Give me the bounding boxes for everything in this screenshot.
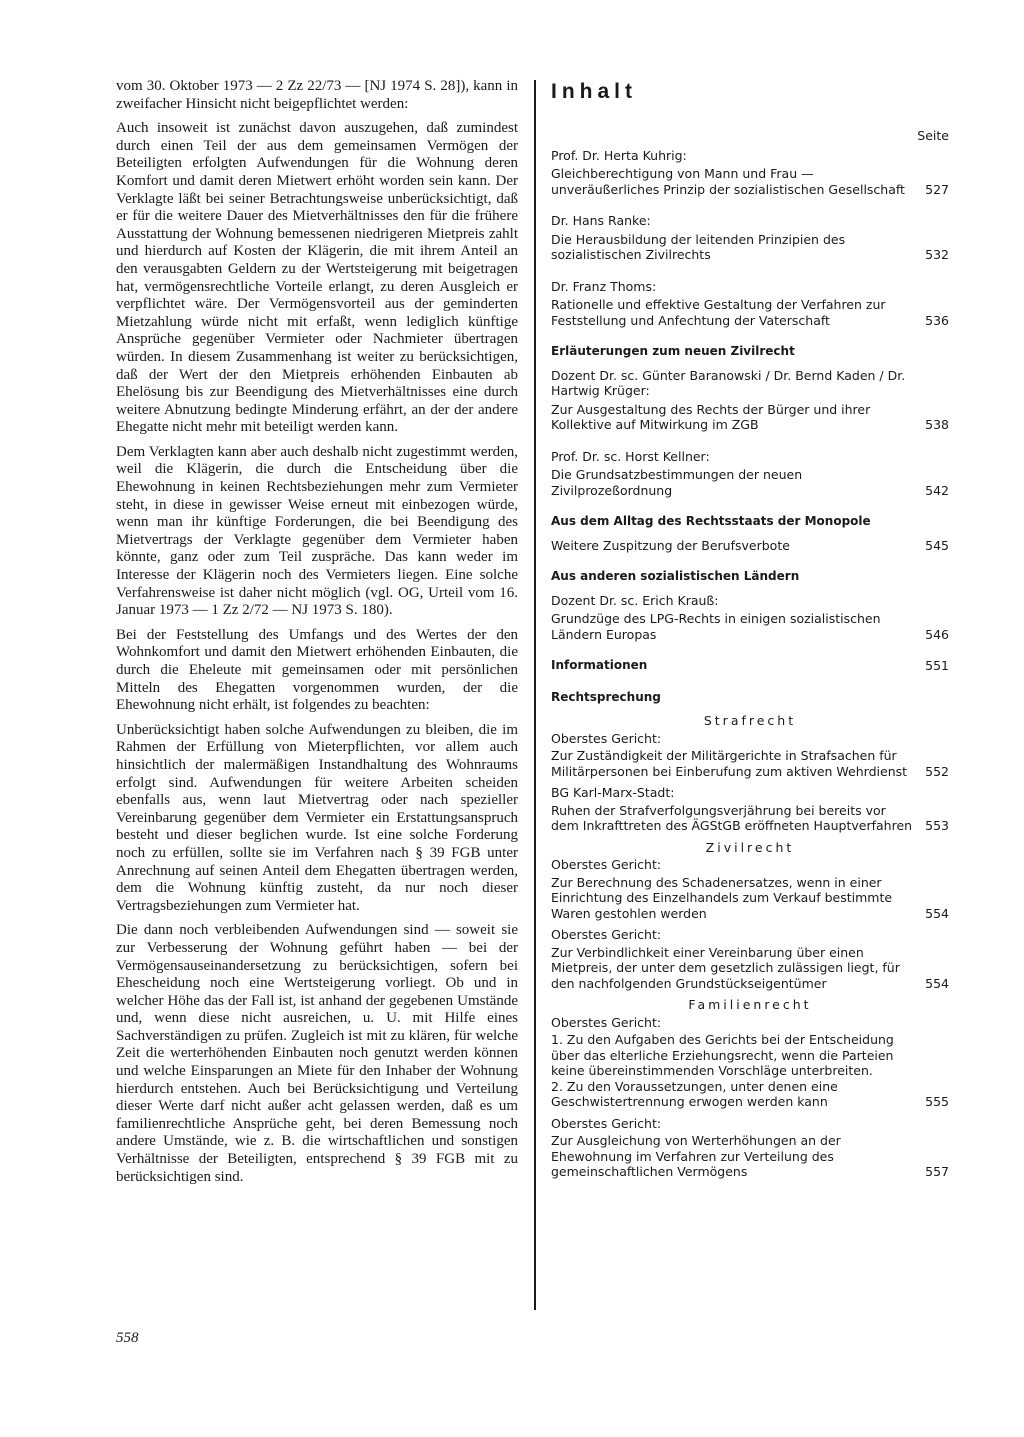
toc-court: Oberstes Gericht: — [551, 927, 662, 942]
toc-entry — [551, 449, 949, 499]
toc-entry-title: Zur Zuständigkeit der Militärgerichte in Strafsachen für Militärpersonen bei Einberufung zum aktiven Wehrdienst — [551, 748, 908, 779]
toc-entry-title: Zur Verbindlichkeit einer Vereinbarung über einen Mietpreis, der unter dem gesetzlich zulässigen liegt, für den nachfolgenden Grundstückseigentümer — [551, 944, 900, 991]
toc-page: 527 — [925, 181, 949, 197]
toc-entry — [551, 279, 949, 329]
toc-entry-title: Ruhen der Strafverfolgungsverjährung bei bereits vor dem Inkrafttreten des ÄGStGB eröffneten Hauptverfahren — [551, 802, 913, 833]
toc-court: Oberstes Gericht: — [551, 730, 662, 746]
toc-entry-title: Zur Berechnung des Schadenersatzes, wenn in einer Einrichtung des Einzelhandels zum Verkauf bestimmte Waren gestohlen werden — [551, 874, 893, 921]
toc-entry — [551, 1116, 949, 1180]
seite-label: Seite — [917, 128, 949, 143]
toc-entry-title: Rationelle und effektive Gestaltung der Verfahren zur Feststellung und Anfechtung der Vaterschaft — [551, 297, 886, 328]
toc-entry-title: Die Grundsatzbestimmungen der neuen Zivilprozeßordnung — [551, 467, 803, 498]
toc-page: 545 — [925, 537, 949, 553]
toc-entry — [551, 368, 949, 433]
toc-entry — [551, 785, 949, 834]
toc-entry — [551, 731, 949, 780]
section-heading: Aus anderen sozialistischen Ländern — [551, 569, 800, 583]
section-heading: Erläuterungen zum neuen Zivilrecht — [551, 344, 795, 358]
toc-title: Inhalt — [551, 80, 637, 103]
toc-page: 554 — [925, 975, 949, 991]
toc-page: 551 — [925, 658, 949, 673]
toc-entry — [551, 538, 949, 554]
section-heading: Aus dem Alltag des Rechtsstaats der Monopole — [551, 514, 871, 528]
paragraph: Dem Verklagten kann aber auch deshalb nicht zugestimmt werden, weil die Klägerin, die durch die Entscheidung über die Ehewohnung in keinen Rechtsbeziehungen mehr zum Vermieter steht, in diese in gewisser Weise erneut mit einbezogen würde, wenn man ihr künftige Forderungen, die bei Beendigung des Mietvertrags der Verklagte gegenüber dem Vermieter haben könnte, ganz oder zum Teil zuspräche. Das kann weder im Interesse der Klägerin noch des Vermieters liegen. Eine solche Verfahrensweise ist daher nicht möglich (vgl. OG, Urteil vom 16. Januar 1973 — 1 Zz 2/72 — NJ 1973 S. 180). — [116, 443, 518, 619]
toc-page: 542 — [925, 482, 949, 498]
toc-entry — [551, 593, 949, 643]
toc-entry-title: Grundzüge des LPG-Rechts in einigen sozialistischen Ländern Europas — [551, 611, 881, 642]
toc-entry-title: Die Herausbildung der leitenden Prinzipien des sozialistischen Zivilrechts — [551, 231, 846, 262]
paragraph: Unberücksichtigt haben solche Aufwendungen zu bleiben, die im Rahmen der Erfüllung von Mieterpflichten, vor allem auch hinsichtlich der malermäßigen Instandhaltung des Wohnraums erfolgt sind. Aufwendungen für weitere Arbeiten scheiden ebenfalls aus, wenn laut Mietvertrag oder nach spezieller Vereinbarung gegenüber dem Vermieter ein Erstattungsanspruch besteht und dieser beglichen wurde. Ist eine solche Forderung noch zu erfüllen, sollte sie im Verfahren nach § 39 FGB unter Anrechnung auf seinen Anteil dem Ehegatten übertragen werden, dem die Wohnung künftig zusteht, da nur noch dieser Vertragsbeziehungen zum Vermieter hat. — [116, 721, 518, 914]
toc-entry — [551, 148, 949, 198]
toc-author: Dozent Dr. sc. Günter Baranowski / Dr. Bernd Kaden / Dr. Hartwig Krüger: — [551, 367, 906, 398]
page-number: 558 — [116, 1330, 139, 1346]
paragraph: vom 30. Oktober 1973 — 2 Zz 22/73 — [NJ 1974 S. 28]), kann in zweifacher Hinsicht nicht beigepflichtet werden: — [116, 78, 518, 112]
toc-court: BG Karl-Marx-Stadt: — [551, 785, 675, 800]
toc-entry — [551, 857, 949, 921]
toc-page: 532 — [925, 247, 949, 262]
toc-author: Prof. Dr. Herta Kuhrig: — [551, 147, 687, 163]
toc-page: 557 — [925, 1164, 949, 1179]
paragraph: Bei der Feststellung des Umfangs und des Wertes der den Wohnkomfort und damit den Mietwert erhöhenden Einbauten, die durch die Eheleute mit gemeinsamen oder mit persönlichen Mitteln des Ehegatten vorgenommen wurden, der die Ehewohnung nicht erhält, ist folgendes zu beachten: — [116, 626, 518, 714]
subsection-heading: Familienrecht — [688, 997, 812, 1012]
toc-entry-title: Zur Ausgleichung von Werterhöhungen an der Ehewohnung im Verfahren zur Verteilung des gemeinschaftlichen Vermögens — [551, 1133, 841, 1179]
toc-author: Prof. Dr. sc. Horst Kellner: — [551, 448, 710, 464]
toc-entry-title: Zur Ausgestaltung des Rechts der Bürger und ihrer Kollektive auf Mitwirkung im ZGB — [551, 401, 871, 432]
toc-page: 552 — [925, 763, 949, 779]
toc-page: 554 — [925, 905, 949, 921]
toc-entry — [551, 213, 949, 263]
toc-author: Dr. Franz Thoms: — [551, 278, 657, 294]
toc-page: 536 — [925, 312, 949, 328]
section-heading: Informationen — [551, 658, 648, 672]
table-of-contents — [551, 78, 949, 1186]
toc-author: Dozent Dr. sc. Erich Krauß: — [551, 592, 719, 608]
toc-entry-title: Weitere Zuspitzung der Berufsverbote — [551, 537, 790, 553]
toc-entry — [551, 658, 949, 674]
toc-page: 553 — [925, 818, 949, 833]
toc-page: 546 — [925, 626, 949, 642]
paragraph: Die dann noch verbleibenden Aufwendungen sind — soweit sie zur Verbesserung der Wohnung geführt haben — bei der Vermögensauseinandersetzung zu berücksichtigen, sofern bei Ehescheidung noch eine Wertsteigerung vorliegt. Ob und in welcher Höhe das der Fall ist, ist anhand der gegebenen Umstände und, wenn diese nicht ausreichen, u. U. mit Hilfe eines Sachverständigen zu prüfen. Zugleich ist mit zu klären, für welche Zeit die werterhöhenden Einbauten noch genutzt werden können und welche Einsparungen an Miete für den Inhaber der Wohnung hierdurch entstehen. Auch bei Berücksichtigung und Verteilung dieser Werte darf nicht außer acht gelassen werden, daß es um familienrechtliche Ansprüche geht, bei deren Bemessung noch andere Umstände, wie z. B. die wirtschaftlichen und sonstigen Verhältnisse der Beteiligten, entsprechend § 39 FGB mit zu berücksichtigen sind. — [116, 922, 518, 1185]
column-divider — [534, 80, 536, 1310]
toc-author: Dr. Hans Ranke: — [551, 213, 651, 228]
toc-court: Oberstes Gericht: — [551, 857, 662, 872]
toc-court: Oberstes Gericht: — [551, 1115, 662, 1131]
toc-court: Oberstes Gericht: — [551, 1014, 662, 1030]
subsection-heading: Strafrecht — [703, 713, 797, 728]
toc-entry — [551, 927, 949, 991]
toc-entry-title: 1. Zu den Aufgaben des Gerichts bei der Entscheidung über das elterliche Erziehungsrecht, wenn die Parteien keine übereinstimmenden Vorschläge unterbreiten. 2. Zu den Voraussetzungen, unter denen eine Geschwistertrennung erwogen werden kann — [551, 1032, 894, 1109]
article-column — [116, 78, 518, 1193]
subsection-heading: Zivilrecht — [705, 839, 795, 855]
toc-page: 538 — [925, 417, 949, 432]
section-heading: Rechtsprechung — [551, 689, 661, 704]
toc-page: 555 — [925, 1094, 949, 1109]
toc-entry-title: Gleichberechtigung von Mann und Frau — unveräußerliches Prinzip der sozialistischen Gesellschaft — [551, 166, 905, 197]
paragraph: Auch insoweit ist zunächst davon auszugehen, daß zumindest durch einen Teil der aus dem gemeinsamen Vermögen der Beteiligten erfolgten Aufwendungen für die Wohnung deren Komfort und damit deren Mietwert erhöht worden sein kann. Der Verklagte läßt bei seiner Betrachtungsweise unberücksichtigt, daß er für die weitere Dauer des Mietverhältnisses den für die frühere Ausstattung der Wohnung bemessenen niedrigeren Mietpreis zahlt und hierdurch auf Kosten der Klägerin, die mit ihrem Anteil an den verausgabten Geldern zu der Wertsteigerung mit beigetragen hat, vermögensrechtliche Vorteile erlangt, zu deren Ausgleich er verpflichtet wäre. Der Vermögensvorteil aus der geminderten Mietzahlung würde nicht mit erfaßt, wenn lediglich künftige Ansprüche gegenüber Vermieter oder Nachmieter übertragen würden. In diesem Zusammenhang ist weiter zu berücksichtigen, daß der Wert der den Mietpreis erhöhenden Einbauten ab Ehelösung bis zur Beendigung des Mietverhältnisses eine durch weitere Abnutzung bedingte Minderung erfährt, an der der andere Ehegatte nicht mehr mit beteiligt werden kann. — [116, 120, 518, 436]
toc-entry — [551, 1015, 949, 1110]
